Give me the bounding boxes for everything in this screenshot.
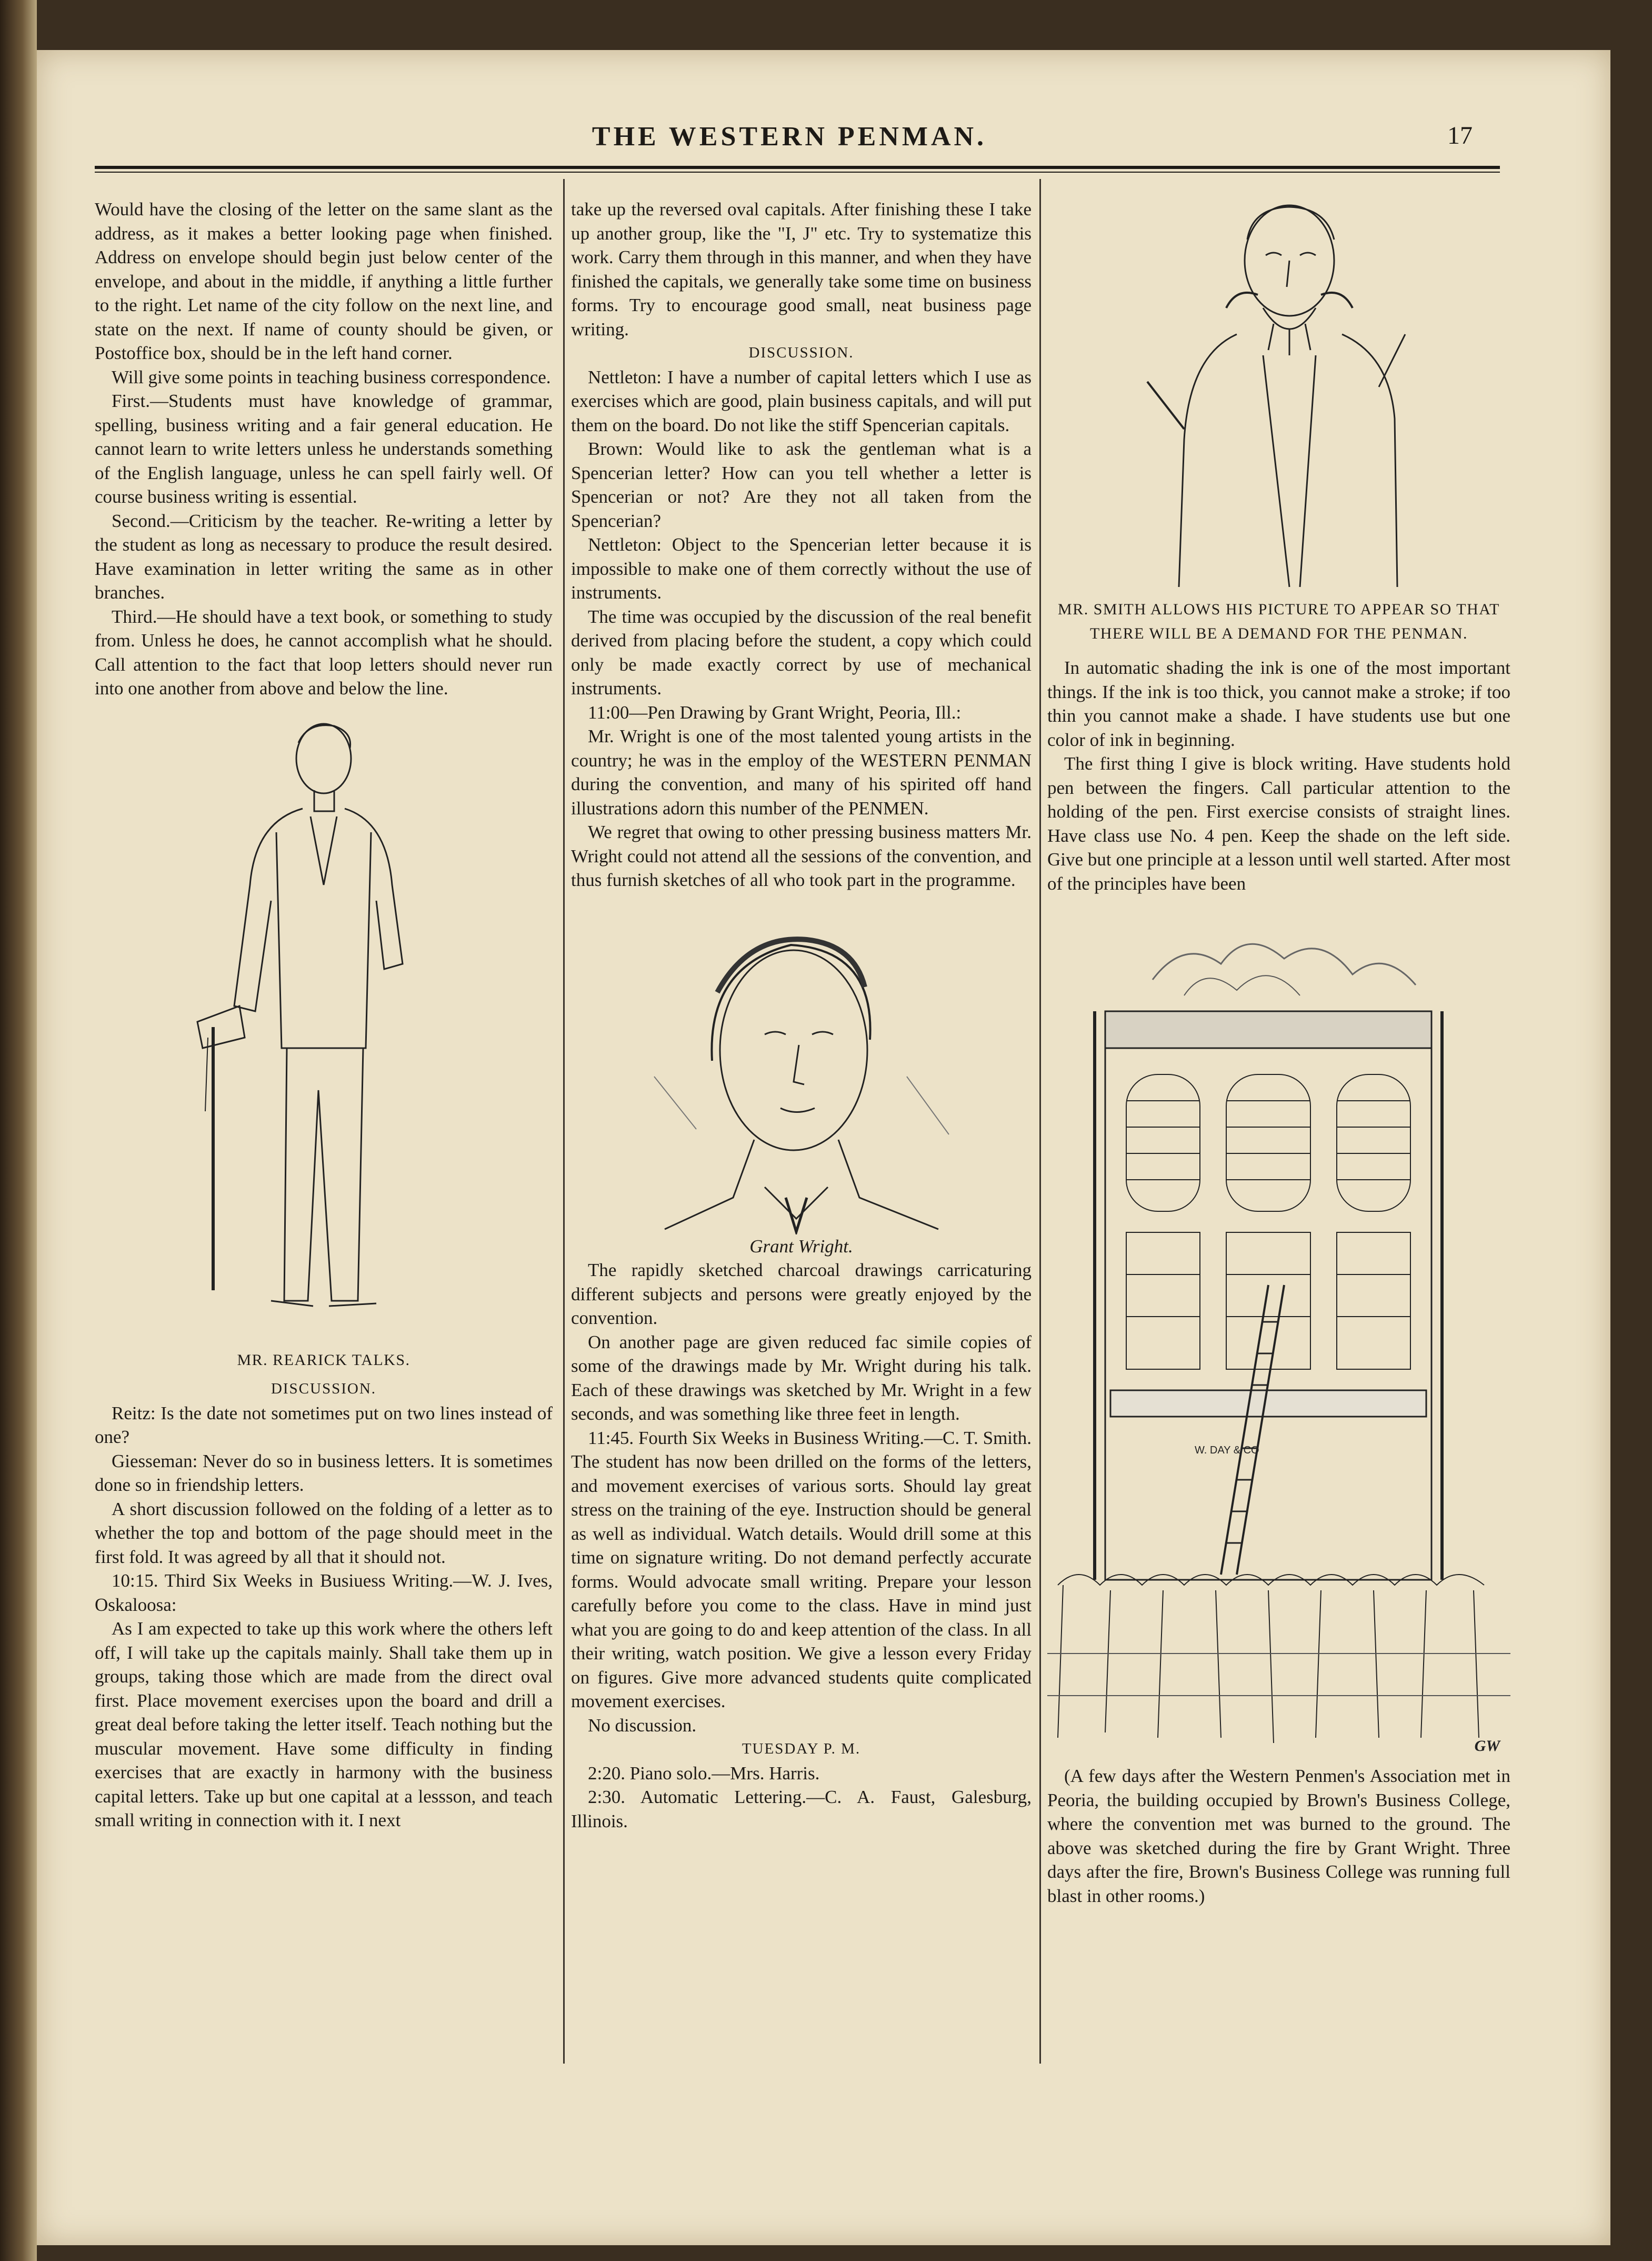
- artist-signature: GW: [1474, 1737, 1500, 1755]
- figure-caption: MR. SMITH ALLOWS HIS PICTURE TO APPEAR SO THAT THERE WILL BE A DEMAND FOR THE PENMAN.: [1058, 601, 1500, 642]
- section-heading: DISCUSSION.: [271, 1380, 377, 1397]
- figure-caption: MR. REARICK TALKS.: [237, 1351, 411, 1369]
- paragraph: A short discussion followed on the folding of a letter as to whether the top and bottom of the page should meet in the first fold. It was agreed by all that it should not.: [95, 1498, 553, 1567]
- paragraph: 2:30. Automatic Lettering.—C. A. Faust, Galesburg, Illinois.: [571, 1787, 1032, 1831]
- paragraph: Brown: Would like to ask the gentleman what is a Spencerian letter? How can you tell whether a letter is Spencerian or not? Are they not all taken from the Spencerian?: [571, 439, 1032, 531]
- column-2: [571, 197, 1032, 1833]
- building-sign: W. DAY & CO: [1195, 1445, 1259, 1456]
- paragraph: As I am expected to take up this work where the others left off, I will take up the capitals mainly. Shall take them up in groups, taking those which are made from the direct oval first. Place movement exercises upon the board and drill a great deal before taking the letter itself. Teach nothing but the muscular movement. Have some difficulty in finding exercises that are exactly in harmony with the business capital letters. Take up but one capital at a lessson, and teach small writing in connection with it. I next: [95, 1618, 553, 1830]
- page-header-title: THE WESTERN PENMAN.: [592, 122, 987, 152]
- paragraph: No discussion.: [588, 1715, 697, 1736]
- paragraph: 10:15. Third Six Weeks in Busiuess Writing.—W. J. Ives, Oskaloosa:: [95, 1570, 553, 1615]
- column-divider-right: [1039, 179, 1041, 2064]
- section-heading: TUESDAY P. M.: [742, 1740, 861, 1757]
- paragraph: 2:20. Piano solo.—Mrs. Harris.: [588, 1762, 820, 1784]
- paragraph: Will give some points in teaching business correspondence.: [112, 366, 551, 387]
- paragraph: (A few days after the Western Penmen's Association met in Peoria, the building occupied by Brown's Business College, where the convention met was burned to the ground. The above was sketched during the fire by Grant Wright. Three days after the fire, Brown's Business College was running full blast in other rooms.): [1047, 1766, 1510, 1906]
- paragraph: The time was occupied by the discussion of the real benefit derived from placing before the student, a copy which could only be made exactly correct by use of mechanical instruments.: [571, 606, 1032, 699]
- column-divider-left: [563, 179, 565, 2064]
- column-3: [1047, 197, 1510, 1908]
- paragraph: In automatic shading the ink is one of the most important things. If the ink is too thick, you cannot make a stroke; if too thin you cannot make a shade. I have students use but one color of ink in beginning.: [1047, 658, 1510, 750]
- paragraph: The rapidly sketched charcoal drawings carricaturing different subjects and persons were greatly enjoyed by the convention.: [571, 1260, 1032, 1328]
- book-spine: [0, 0, 37, 2261]
- paragraph: First.—Students must have knowledge of grammar, spelling, business writing and a fair general education. He cannot learn to write letters unless he understands something of the English language, unless he can spell fairly well. Of course business writing is essential.: [95, 391, 553, 507]
- header-rule-thick: [95, 166, 1500, 169]
- paragraph: take up the reversed oval capitals. After finishing these I take up another group, like the "I, J" etc. Try to systematize this work. Carry them through in this manner, and when they have finished the capitals, we generally take some time on business forms. Try to encourage good small, neat business page writing.: [571, 199, 1032, 340]
- paragraph: Third.—He should have a text book, or something to study from. Unless he does, he cannot accomplish what he should. Call attention to the fact that loop letters should never run into one another from above and below the line.: [95, 606, 553, 699]
- page-number: 17: [1447, 122, 1473, 150]
- paragraph: 11:45. Fourth Six Weeks in Business Writing.—C. T. Smith. The student has now been drilled on the forms of the letters, and movement exercises of various sorts. Should lay great stress on the training of the eye. Instruction should be general as well as individual. Watch details. Would drill some at this time on signature writing. Do not demand perfectly accurate forms. Would advocate small writing. Prepare your lesson carefully before you come to the class. Have in mind just what you are going to do and keep attention of the class. In all their writing, watch position. We give a lesson every Friday on figures. Give more advanced students quite complicated movement exercises.: [571, 1427, 1032, 1711]
- grant-wright-portrait: [633, 903, 970, 1234]
- smith-portrait: [1132, 197, 1426, 597]
- paragraph: Giesseman: Never do so in business letters. It is sometimes done so in friendship letters.: [95, 1450, 553, 1495]
- paragraph: Nettleton: I have a number of capital letters which I use as exercises which are good, plain business capitals, and will put them on the board. Do not like the stiff Spencerian capitals.: [571, 366, 1032, 435]
- paragraph: The first thing I give is block writing. Have students hold pen between the fingers. Call particular attention to the holding of the pen. First exercise consists of straight lines. Have class use No. 4 pen. Keep the shade on the left side. Give but one principle at a lesson until well started. After most of the principles have been: [1047, 753, 1510, 894]
- paragraph: Nettleton: Object to the Spencerian letter because it is impossible to make one of them correctly without the use of instruments.: [571, 534, 1032, 603]
- section-heading: DISCUSSION.: [748, 344, 854, 361]
- building-fire-illustration: [1047, 917, 1510, 1764]
- paragraph: 11:00—Pen Drawing by Grant Wright, Peoria, Ill.:: [588, 702, 962, 723]
- paragraph: Second.—Criticism by the teacher. Re-writing a letter by the student as long as necessary to produce the result desired. Have examination in letter writing the same as in other branches.: [95, 510, 553, 603]
- column-1: [95, 197, 553, 1832]
- paragraph: We regret that owing to other pressing business matters Mr. Wright could not attend all the sessions of the convention, and thus furnish sketches of all who took part in the programme.: [571, 822, 1032, 890]
- paragraph: Reitz: Is the date not sometimes put on two lines instead of one?: [95, 1402, 553, 1447]
- paragraph: Would have the closing of the letter on the same slant as the address, as it makes a better looking page when finished. Address on envelope should begin just below center of the envelope, and about in the middle, if anything a little further to the right. Let name of the city follow on the next line, and state on the next. If name of county should be given, or Postoffice box, should be in the left hand corner.: [95, 199, 553, 363]
- paragraph: On another page are given reduced fac simile copies of some of the drawings made by Mr. Wright during his talk. Each of these drawings was sketched by Mr. Wright in a few seconds, and was something like three feet in length.: [571, 1331, 1032, 1424]
- rearick-illustration: [176, 711, 471, 1348]
- paragraph: Mr. Wright is one of the most talented young artists in the country; he was in the employ of the WESTERN PENMAN during the convention, and many of his spirited off hand illustrations adorn this number of the PENMEN.: [571, 726, 1032, 819]
- figure-caption: Grant Wright.: [749, 1236, 853, 1257]
- header-rule-thin: [95, 172, 1500, 173]
